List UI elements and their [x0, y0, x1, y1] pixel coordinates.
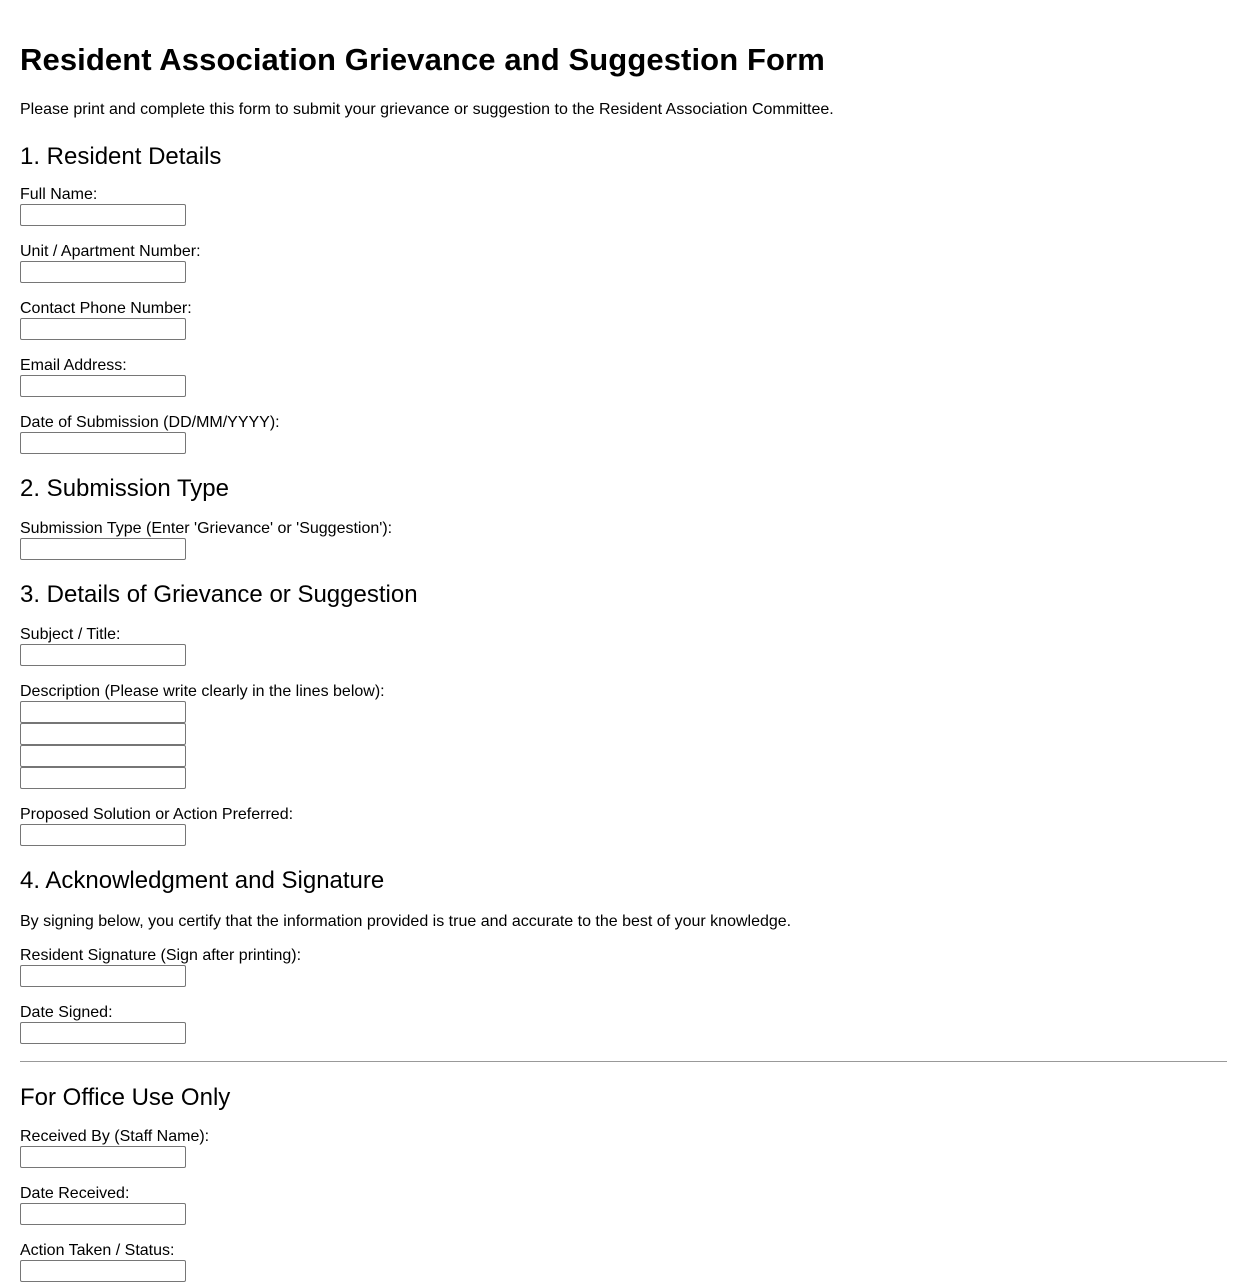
date-submission-field [20, 414, 1227, 454]
phone-input[interactable] [20, 318, 186, 340]
date-received-label: Date Received: [20, 1185, 130, 1202]
date-received-input[interactable] [20, 1203, 186, 1225]
section-heading-office-use: For Office Use Only [20, 1084, 231, 1111]
received-by-label: Received By (Staff Name): [20, 1128, 210, 1145]
received-by-input[interactable] [20, 1146, 186, 1168]
unit-input[interactable] [20, 261, 186, 283]
solution-label: Proposed Solution or Action Preferred: [20, 806, 294, 823]
section-heading-submission-type: 2. Submission Type [20, 475, 230, 502]
unit-field [20, 243, 1227, 283]
action-status-label: Action Taken / Status: [20, 1242, 175, 1259]
unit-label: Unit / Apartment Number: [20, 243, 201, 260]
solution-field [20, 806, 1227, 846]
subject-input[interactable] [20, 644, 186, 666]
phone-field [20, 300, 1227, 340]
action-status-field [20, 1242, 1227, 1282]
description-field [20, 683, 1227, 789]
section-heading-resident-details: 1. Resident Details [20, 143, 222, 170]
description-label: Description (Please write clearly in the lines below): [20, 683, 385, 700]
date-signed-input[interactable] [20, 1022, 186, 1044]
subject-field [20, 626, 1227, 666]
full-name-field [20, 186, 1227, 226]
subject-label: Subject / Title: [20, 626, 121, 643]
acknowledgment-statement: By signing below, you certify that the information provided is true and accurate to the best of your knowledge. [20, 913, 792, 930]
submission-type-field [20, 520, 1227, 560]
date-submission-input[interactable] [20, 432, 186, 454]
email-label: Email Address: [20, 357, 127, 374]
section-divider [20, 1061, 1227, 1062]
received-by-field [20, 1128, 1227, 1168]
description-line-2-input[interactable] [20, 723, 186, 745]
signature-field [20, 947, 1227, 987]
email-input[interactable] [20, 375, 186, 397]
section-heading-acknowledgment: 4. Acknowledgment and Signature [20, 867, 385, 894]
signature-label: Resident Signature (Sign after printing): [20, 947, 302, 964]
date-submission-label: Date of Submission (DD/MM/YYYY): [20, 414, 280, 431]
page-title: Resident Association Grievance and Suggestion Form [20, 42, 825, 77]
date-signed-field [20, 1004, 1227, 1044]
description-line-4-input[interactable] [20, 767, 186, 789]
description-line-1-input[interactable] [20, 701, 186, 723]
solution-input[interactable] [20, 824, 186, 846]
description-line-3-input[interactable] [20, 745, 186, 767]
submission-type-label: Submission Type (Enter 'Grievance' or 'Suggestion'): [20, 520, 393, 537]
signature-input[interactable] [20, 965, 186, 987]
phone-label: Contact Phone Number: [20, 300, 192, 317]
full-name-input[interactable] [20, 204, 186, 226]
date-signed-label: Date Signed: [20, 1004, 113, 1021]
section-heading-details: 3. Details of Grievance or Suggestion [20, 581, 418, 608]
intro-text: Please print and complete this form to submit your grievance or suggestion to the Resident Association Committee. [20, 101, 834, 118]
email-field [20, 357, 1227, 397]
submission-type-input[interactable] [20, 538, 186, 560]
date-received-field [20, 1185, 1227, 1225]
full-name-label: Full Name: [20, 186, 98, 203]
action-status-input[interactable] [20, 1260, 186, 1282]
